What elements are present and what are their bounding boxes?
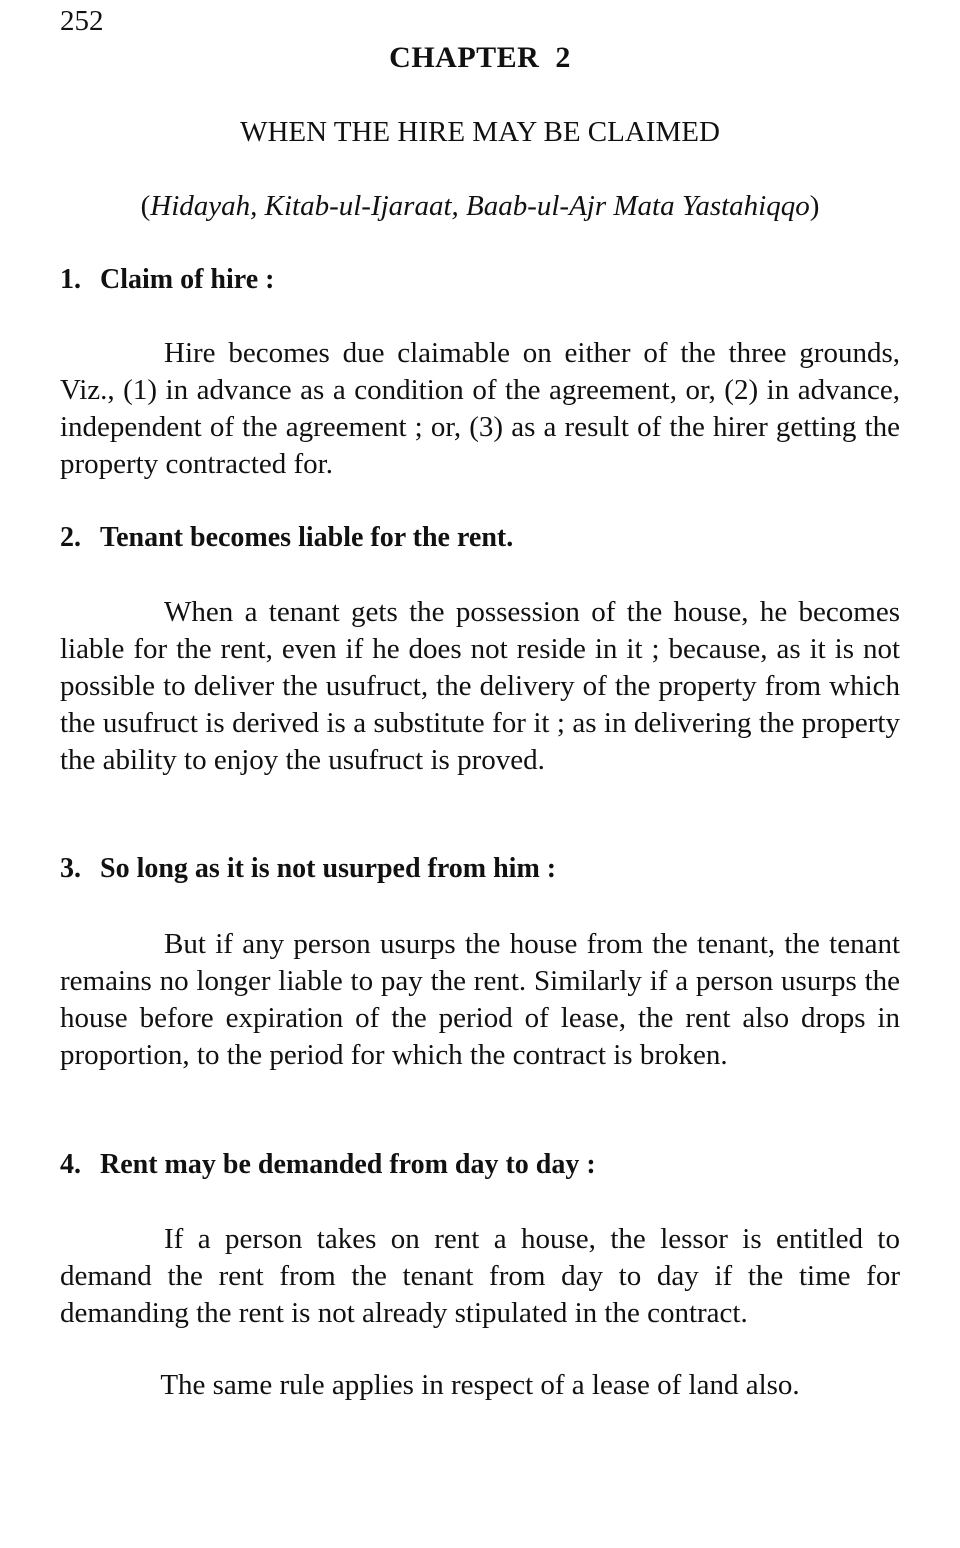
section-1-paragraph: Hire becomes due claimable on either of the three grounds, Viz., (1) in advance as a condition of the agreement, or, (2) in advance, independent of the agreement ; or, (3) as a result of the hirer getting the property contracted for. [60, 337, 900, 480]
closing-statement: The same rule applies in respect of a lease of land also. [160, 1369, 800, 1401]
chapter-title: WHEN THE HIRE MAY BE CLAIMED [240, 116, 720, 148]
section-4-paragraph: If a person takes on rent a house, the lessor is entitled to demand the rent from the tenant from day to day if the time for demanding the rent is not already stipulated in the contract. [60, 1223, 900, 1329]
page-number: 252 [60, 5, 104, 37]
section-number: 1. [60, 264, 81, 295]
source-open-paren: ( [140, 190, 151, 222]
section-number: 4. [60, 1149, 81, 1180]
section-heading-text: So long as it is not usurped from him : [100, 853, 557, 884]
section-4-heading [60, 1147, 900, 1183]
section-heading-text: Rent may be demanded from day to day : [100, 1149, 596, 1180]
section-2-paragraph: When a tenant gets the possession of the house, he becomes liable for the rent, even if he does not reside in it ; because, as it is not possible to deliver the usufruct, the delivery of the property from which the usufruct is derived is a substitute for it ; as in delivering the property the ability to enjoy the usufruct is proved. [60, 596, 900, 776]
source-citation [0, 187, 960, 225]
section-heading-text: Tenant becomes liable for the rent. [100, 522, 514, 553]
chapter-heading: CHAPTER 2 [389, 41, 571, 74]
section-3-paragraph: But if any person usurps the house from the tenant, the tenant remains no longer liable to pay the rent. Similarly if a person usurps the house before expiration of the period of lease, the rent also drops in proportion, to the period for which the contract is broken. [60, 928, 900, 1071]
source-text: Hidayah, Kitab-ul-Ijaraat, Baab-ul-Ajr Mata Yastahiqqo [150, 190, 810, 222]
source-close-paren: ) [809, 190, 820, 222]
section-1-heading [60, 262, 900, 298]
section-2-heading [60, 520, 900, 556]
section-number: 2. [60, 522, 81, 553]
section-heading-text: Claim of hire : [100, 264, 275, 295]
section-3-heading [60, 851, 900, 887]
section-number: 3. [60, 853, 81, 884]
